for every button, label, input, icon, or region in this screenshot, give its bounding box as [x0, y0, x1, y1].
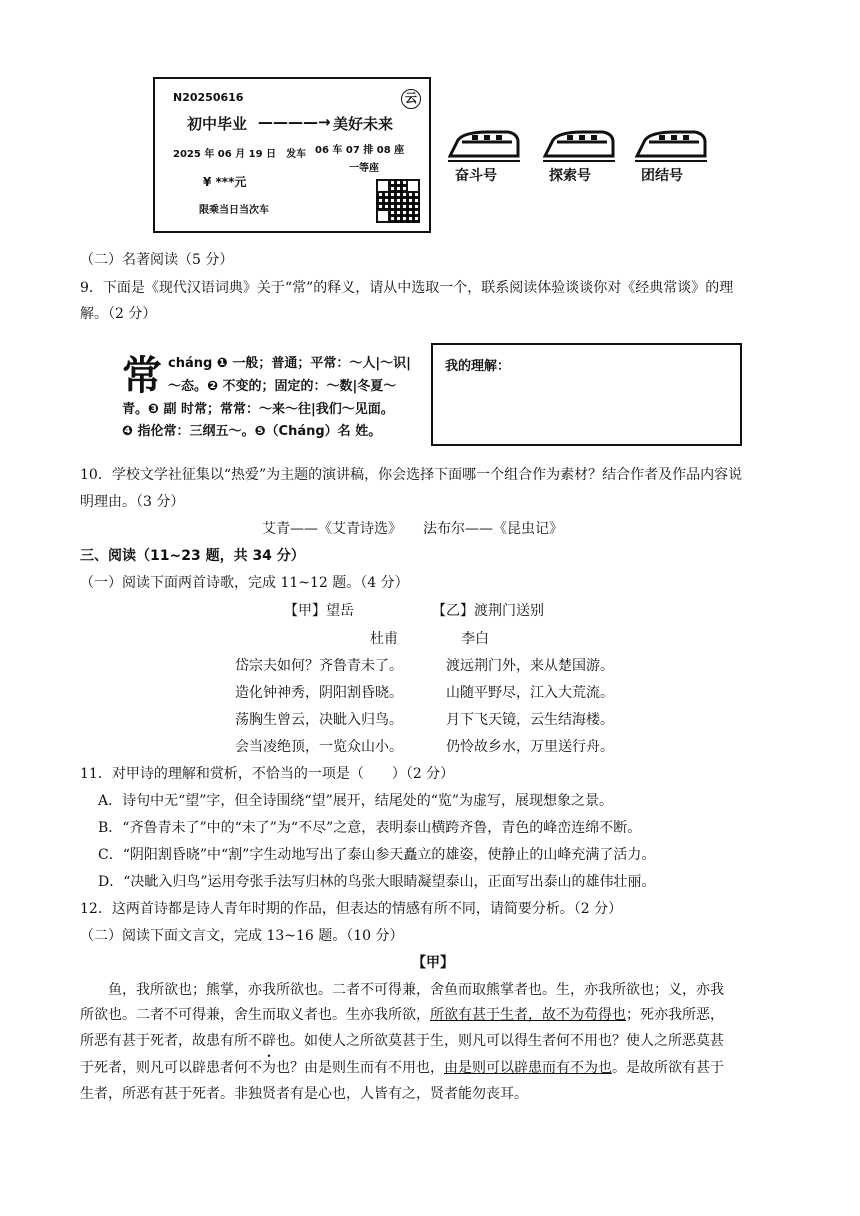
classical-line4-b: 。是故所欲有甚于: [612, 1060, 724, 1076]
train-icon: [543, 128, 615, 164]
q11-stem: 11．对甲诗的理解和赏析，不恰当的一项是（ ）（2 分）: [80, 766, 455, 782]
qr-code-icon: [376, 179, 420, 223]
q9-line1: 9．下面是《现代汉语词典》关于“常”的释义，请从中选取一个，联系阅读体验谈谈你对《经典常谈》的理: [80, 280, 734, 296]
dictionary-char: 常: [122, 352, 162, 399]
q11-option-a: A．诗句中无“望”字，但全诗围绕“望”展开，结尾处的“览”为虚写，展现想象之景。: [98, 793, 614, 809]
classical-line4-a: 于死者，则凡可以辟患者何不为也？由是则生而有不用也，: [80, 1060, 444, 1076]
q10-line2: 明理由。（3 分）: [80, 494, 185, 510]
classical-underlined-2: 由是则可以辟患而有不为也: [444, 1060, 612, 1076]
ticket-code: N20250616: [173, 91, 244, 104]
poem-b-author: 李白: [461, 631, 489, 647]
q11-option-d: D．“决眦入归鸟”运用夸张手法写归林的鸟张大眼睛凝望泰山，正面写出泰山的雄伟壮丽。: [98, 874, 656, 890]
poem-a-line: 会当凌绝顶，一览众山小。: [235, 739, 403, 755]
part3-title: 三、阅读（11~23 题，共 34 分）: [80, 548, 305, 564]
ticket-note: 限乘当日当次车: [199, 205, 269, 216]
classical-line3: [80, 1031, 724, 1051]
dict-line3: 青。❸ 副 时常；常常：～来～往|我们～见面。: [122, 402, 394, 417]
classical-dotted-char: 辟: [262, 1033, 276, 1049]
q11-option-b: B．“齐鲁青未了”中的“未了”为“不尽”之意，表明泰山横跨齐鲁，青色的峰峦连绵不断。: [98, 820, 642, 836]
answer-box-label: 我的理解：: [445, 359, 511, 374]
ticket-to: 美好未来: [333, 115, 394, 133]
ticket-arrow: ————→: [258, 113, 331, 131]
classical-line4: [80, 1058, 724, 1078]
train-icon: [635, 128, 707, 164]
q9-line2: 解。（2 分）: [80, 306, 157, 322]
classical-line3-b: 也。如使人之所欲莫甚于生，则凡可以得生者何不用也？使人之所恶莫甚: [276, 1033, 724, 1049]
poem-a-line: 岱宗夫如何？齐鲁青未了。: [235, 658, 403, 674]
poem-b-line: 渡远荆门外，来从楚国游。: [446, 658, 614, 674]
train-fendou: [448, 128, 520, 168]
train-tansuo: [543, 128, 615, 168]
classical-title: 【甲】: [412, 955, 454, 971]
q11-option-c: C．“阴阳割昏晓”中“割”字生动地写出了泰山参天矗立的雄姿，使静止的山峰充满了活力。: [98, 847, 656, 863]
classical-line2: [80, 1005, 724, 1025]
poem-b-title: 【乙】渡荆门送别: [432, 603, 544, 619]
q12: 12．这两首诗都是诗人青年时期的作品，但表达的情感有所不同，请简要分析。（2 分）: [80, 901, 623, 917]
poem-b-line: 月下飞天镜，云生结海楼。: [446, 712, 614, 728]
classical-line1: 鱼，我所欲也；熊掌，亦我所欲也。二者不可得兼，舍鱼而取熊掌者也。生，亦我所欲也；义，亦我: [108, 982, 724, 998]
ticket-date: 2025 年 06 月 19 日 发车: [173, 149, 307, 160]
q10-line1: 10．学校文学社征集以“热爱”为主题的演讲稿，你会选择下面哪一个组合作为素材？结合作者及作品内容说: [80, 467, 743, 483]
ticket-price: ¥ ***元: [203, 175, 247, 189]
dict-line2: ～态。❷ 不变的；固定的：～数|冬夏～: [168, 379, 397, 394]
classical-line3-a: 所恶有甚于死者，故患有所不: [80, 1033, 262, 1049]
dict-line4: ❹ 指伦常：三纲五～。❺（Cháng）名 姓。: [122, 424, 382, 439]
train-tuanjie: [635, 128, 707, 168]
answer-box: [431, 343, 742, 446]
classical-line2-a: 所欲也。二者不可得兼，舍生而取义者也。生亦我所欲，: [80, 1007, 430, 1023]
poem-a-title: 【甲】望岳: [284, 603, 354, 619]
train-name-1: 奋斗号: [455, 168, 497, 184]
q10-options: 艾青——《艾青诗选》 法布尔——《昆虫记》: [262, 521, 563, 537]
poem-a-line: 荡胸生曾云，决眦入归鸟。: [235, 712, 403, 728]
poem-a-author: 杜甫: [370, 631, 398, 647]
part3-sub1: （一）阅读下面两首诗歌，完成 11~12 题。（4 分）: [80, 575, 409, 591]
poem-b-line: 山随平野尽，江入大荒流。: [446, 685, 614, 701]
poem-a-line: 造化钟神秀，阴阳割昏晓。: [235, 685, 403, 701]
section-2-title: （二）名著阅读（5 分）: [80, 252, 234, 268]
dict-line1: cháng ❶ 一般；普通；平常：～人|～识|: [168, 356, 411, 371]
dictionary-entry-image: [122, 338, 416, 442]
part3-sub2: （二）阅读下面文言文，完成 13~16 题。（10 分）: [80, 928, 404, 944]
classical-underlined-1: 所欲有甚于生者，故不为苟得也: [430, 1007, 626, 1023]
ticket-class: 一等座: [349, 163, 379, 174]
classical-line5: 生者，所恶有甚于死者。非独贤者有是心也，人皆有之，贤者能勿丧耳。: [80, 1086, 528, 1102]
ticket-from: 初中毕业: [187, 115, 248, 133]
poem-b-line: 仍怜故乡水，万里送行舟。: [446, 739, 614, 755]
ticket-seat: 06 车 07 排 08 座: [315, 145, 405, 156]
classical-line2-b: ；死亦我所恶，: [626, 1007, 724, 1023]
cloud-badge-icon: 云: [401, 89, 421, 109]
train-name-2: 探索号: [549, 168, 591, 184]
train-name-3: 团结号: [641, 168, 683, 184]
train-icon: [448, 128, 520, 164]
train-ticket-image: [153, 77, 431, 233]
